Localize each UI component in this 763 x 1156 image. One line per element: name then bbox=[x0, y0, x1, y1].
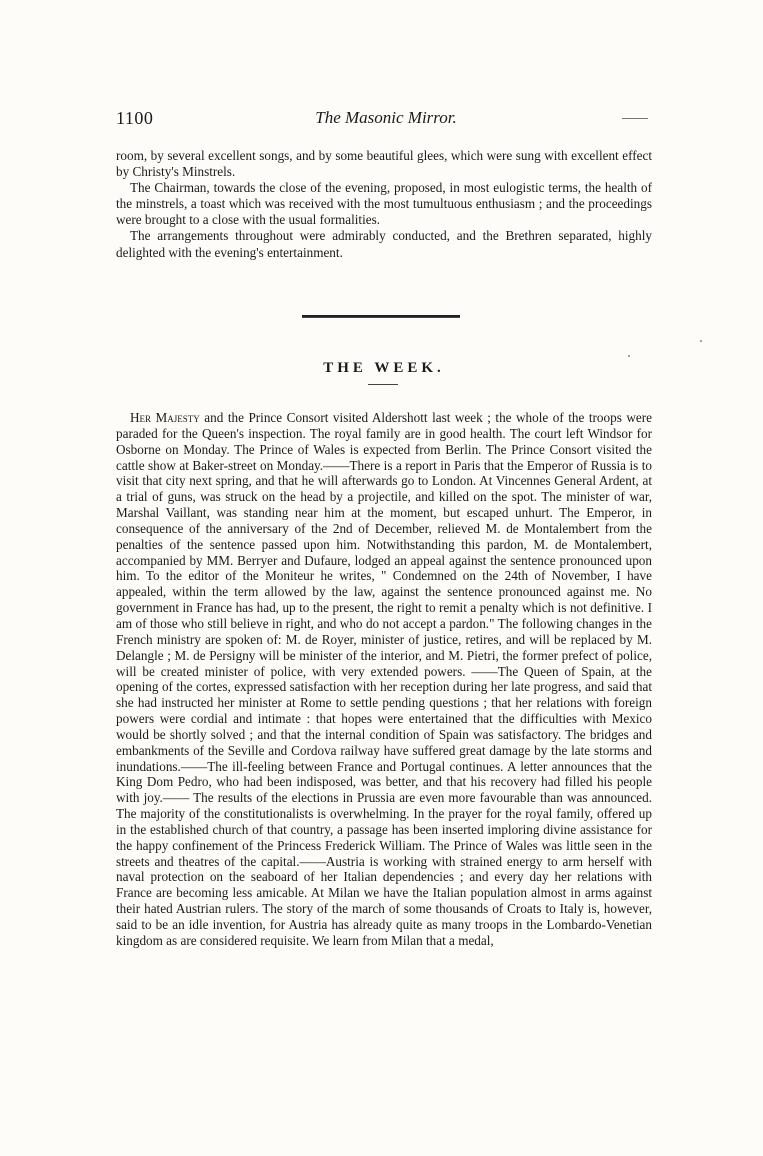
page-header bbox=[116, 108, 656, 132]
intro-paragraph-3: The arrangements throughout were admirably conducted, and the Brethren separated, highly delighted with the evening's entertainment. bbox=[116, 228, 652, 260]
intro-paragraph-2: The Chairman, towards the close of the evening, proposed, in most eulogistic terms, the health of the minstrels, a toast which was received with the most tumultuous enthusiasm ; and the proceedings were brought to a close with the usual formalities. bbox=[116, 180, 652, 228]
week-paragraph bbox=[116, 410, 652, 949]
page-number: 1100 bbox=[116, 108, 154, 128]
intro-text bbox=[116, 148, 652, 261]
week-body: and the Prince Consort visited Aldershott last week ; the whole of the troops were paraded for the Queen's inspection. The royal family are in good health. The court left Windsor for Osborne on Monday. The Prince of Wales is expected from Berlin. The Prince Consort visited the cattle show at Baker-street on Monday.——There is a report in Paris that the Emperor of Russia is to visit that city next spring, and that he will afterwards go to London. At Vincennes General Ardent, at a trial of guns, was struck on the head by a projectile, and killed on the spot. The minister of war, Marshal Vaillant, was standing near him at the moment, but escaped unhurt. The Emperor, in consequence of the anniversary of the 2nd of December, relieved M. de Montalembert from the penalties of the sentence passed upon him. Notwithstanding this pardon, M. de Montalembert, accompanied by MM. Berryer and Dufaure, lodged an appeal against the sentence pronounced upon him. To the editor of the Moniteur he writes, " Condemned on the 24th of November, I have appealed, within the term allowed by the law, against the sentence pronounced against me. No government in France has had, up to the present, the right to remit a penalty which is not definitive. I am of those who still believe in right, and who do not accept a pardon." The following changes in the French ministry are spoken of: M. de Royer, minister of justice, retires, and will be replaced by M. Delangle ; M. de Persigny will be minister of the interior, and M. Pietri, the former prefect of police, will be created minister of police, with very extended powers. ——The Queen of Spain, at the opening of the cortes, expressed satisfaction with her reception during her late progress, and said that she had instructed her minister at Rome to settle pending questions ; that her relations with foreign powers were cordial and intimate : that hopes were entertained that the difficulties with Mexico would be shortly solved ; and that the internal condition of Spain was satisfactory. The bridges and embankments of the Seville and Cordova railway have suffered great damage by the late storms and inundations.——The ill-feeling between France and Portugal continues. A letter announces that the King Dom Pedro, who had been indisposed, was better, and that his recovery had filled his people with joy.—— The results of the elections in Prussia are even more favourable than was announced. The majority of the constitutionalists is overwhelming. In the prayer for the royal family, offered up in the established church of that country, a passage has been inserted imploring divine assistance for the happy confinement of the Princess Frederick William. The Prince of Wales was little seen in the streets and theatres of the capital.——Austria is working with strained energy to arm herself with naval protection on the seaboard of her Italian dependencies ; and every day her relations with France are becoming less amicable. At Milan we have the Italian population almost in arms against their hated Austrian rulers. The story of the march of some thousands of Croats to Italy is, however, said to be an idle invention, for Austria has already quite as many troops in the Lombardo-Venetian kingdom as are considered requisite. We learn from Milan that a medal, bbox=[116, 410, 652, 948]
week-text bbox=[116, 410, 652, 949]
running-title: The Masonic Mirror. bbox=[315, 108, 457, 127]
week-lead: Her Majesty bbox=[130, 410, 200, 425]
section-divider-rule bbox=[302, 315, 460, 318]
title-underline bbox=[368, 384, 398, 385]
intro-paragraph-1: room, by several excellent songs, and by some beautiful glees, which were sung with excellent effect by Christy's Minstrels. bbox=[116, 148, 652, 180]
paper-speck bbox=[700, 340, 702, 342]
paper-speck bbox=[628, 355, 630, 357]
section-title: THE WEEK. bbox=[323, 360, 445, 376]
header-mark bbox=[622, 118, 648, 119]
